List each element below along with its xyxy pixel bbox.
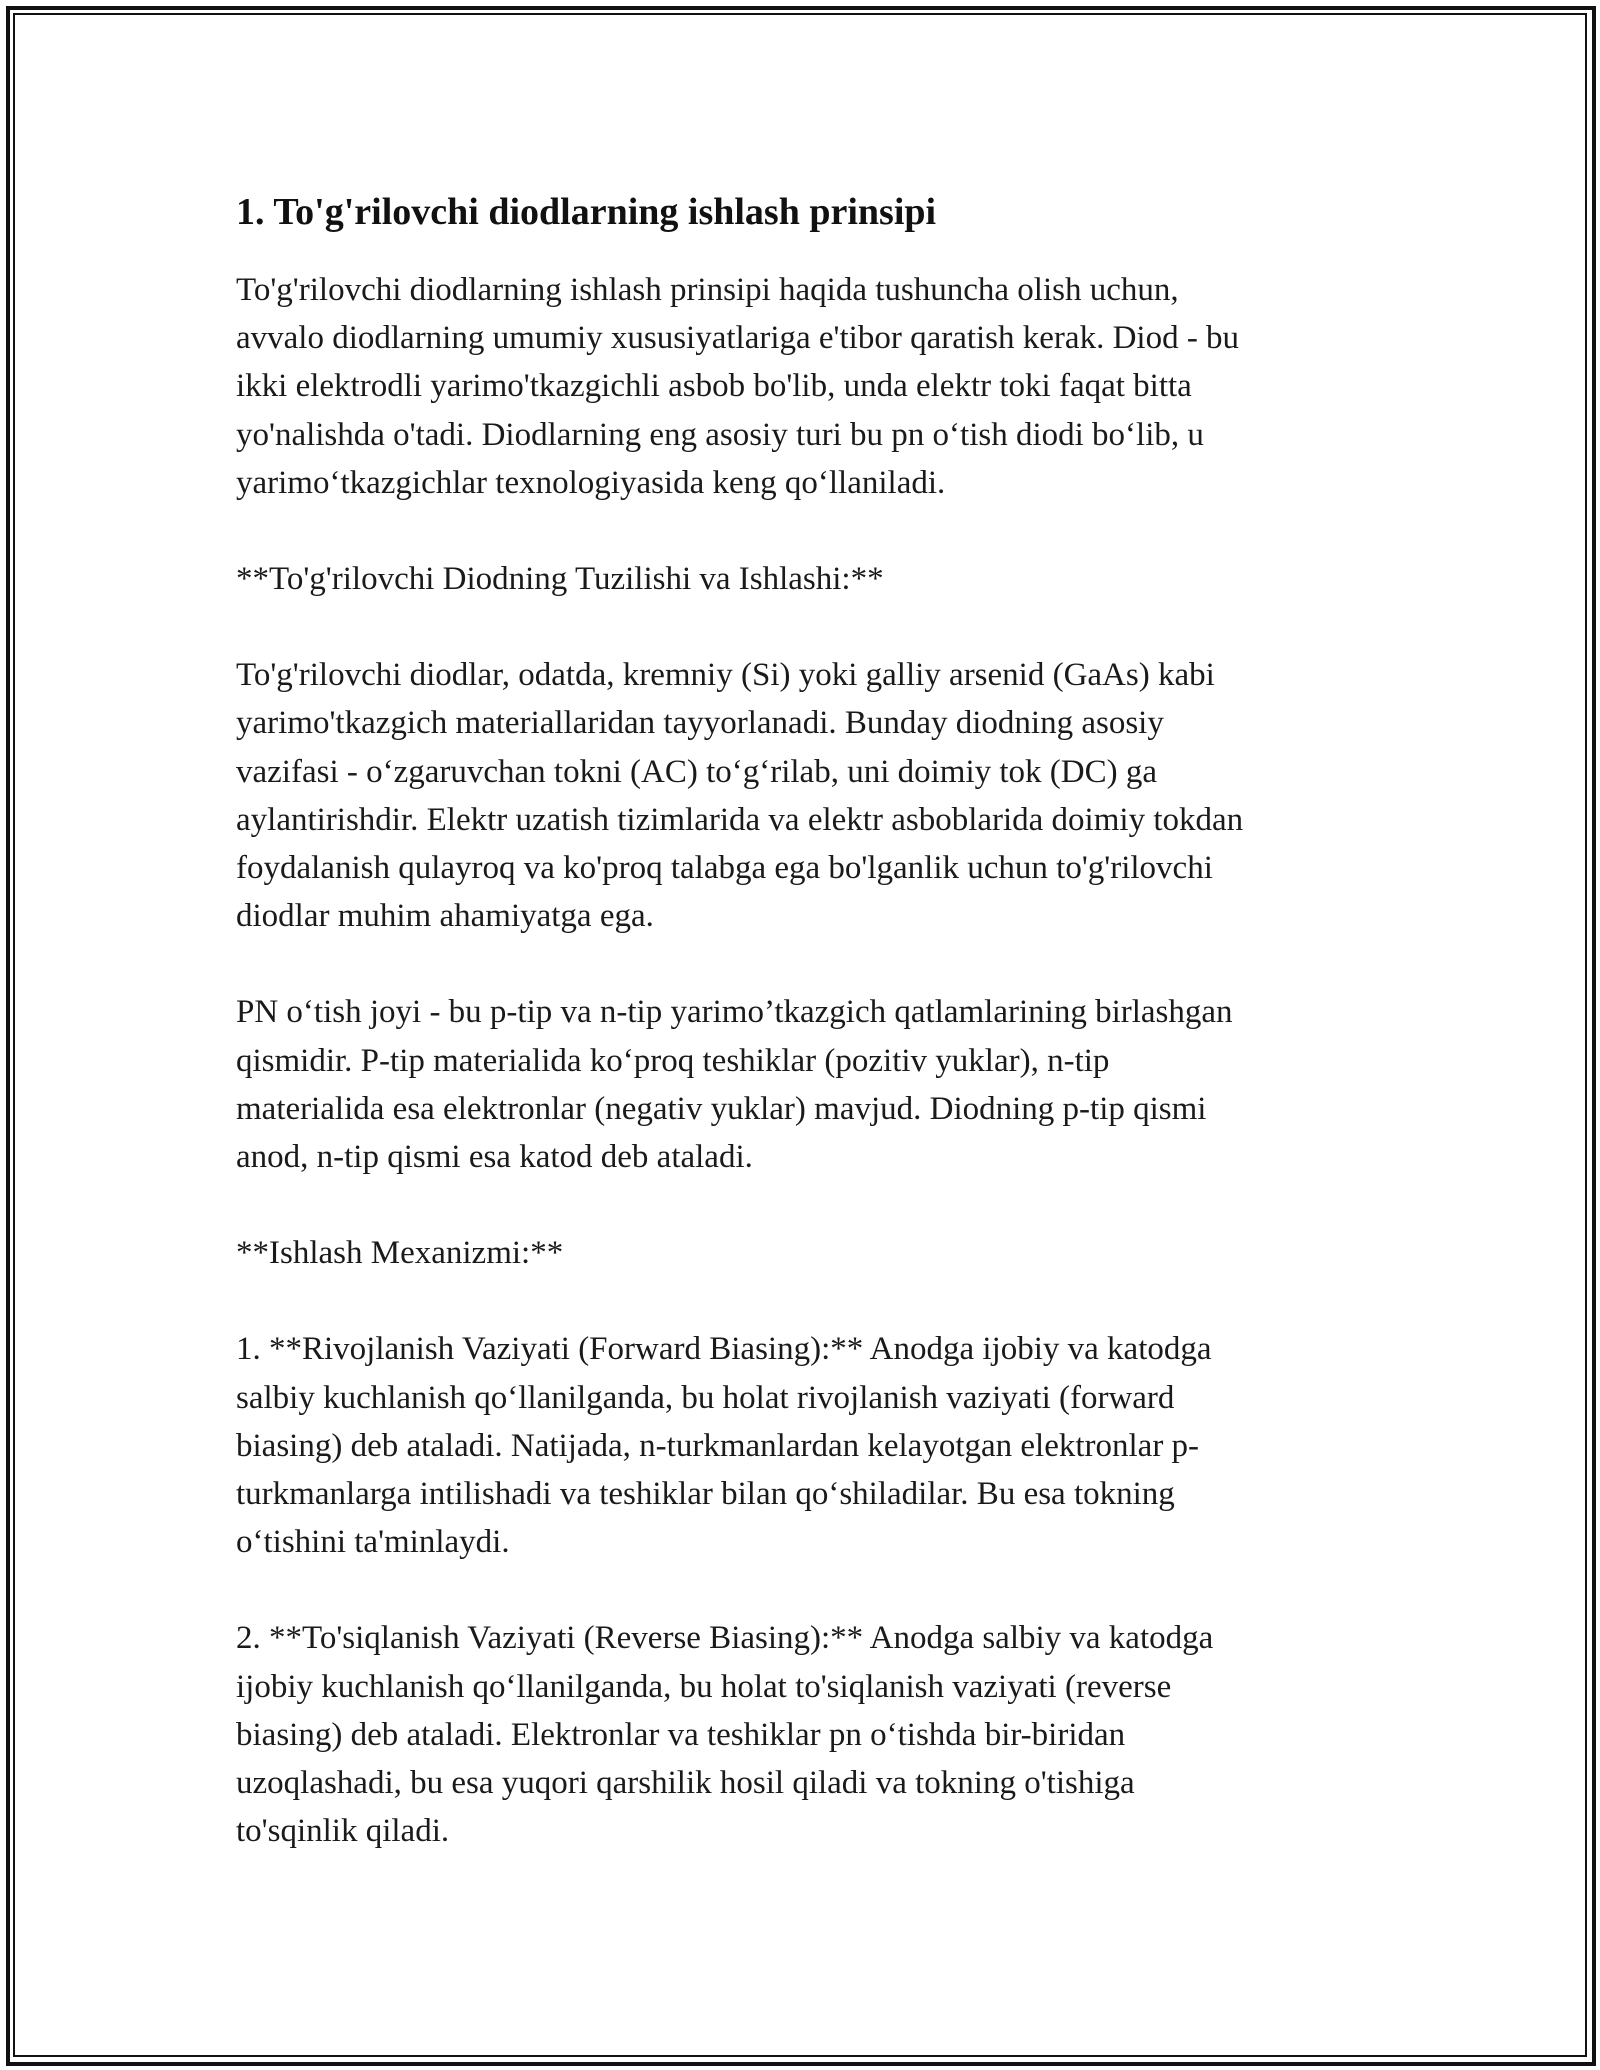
list-item-reverse-biasing: 2. **To'siqlanish Vaziyati (Reverse Biasing):** Anodga salbiy va katodga ijobiy kuchlanish qo‘llanilganda, bu holat to'siqlanish vaziyati (reverse biasing) deb ataladi. Elektronlar va teshiklar pn o‘tishda bir-biridan uzoqlashadi, bu esa yuqori qarshilik hosil qiladi va tokning o'tishiga to'sqinlik qiladi.	[236, 1620, 1214, 1850]
list-item-forward-biasing: 1. **Rivojlanish Vaziyati (Forward Biasing):** Anodga ijobiy va katodga salbiy kuchlanish qo‘llanilganda, bu holat rivojlanish vaziyati (forward biasing) deb ataladi. Natijada, n-turkmanlardan kelayotgan elektronlar p- turkmanlarga intilishadi va teshiklar bilan qo‘shiladilar. Bu esa tokning o‘tishini ta'minlaydi.	[236, 1331, 1212, 1561]
section-heading-mechanism: **Ishlash Mexanizmi:**	[236, 1235, 564, 1272]
document-body	[236, 188, 1366, 1903]
section-heading-structure: **To'g'rilovchi Diodning Tuzilishi va Ishlashi:**	[236, 561, 884, 598]
paragraph-materials: To'g'rilovchi diodlar, odatda, kremniy (Si) yoki galliy arsenid (GaAs) kabi yarimo'tkazgich materiallaridan tayyorlanadi. Bunday diodning asosiy vazifasi - o‘zgaruvchan tokni (AC) to‘g‘rilab, uni doimiy tok (DC) ga aylantirishdir. Elektr uzatish tizimlarida va elektr asboblarida doimiy tokdan foydalanish qulayroq va ko'proq talabga ega bo'lganlik uchun to'g'rilovchi diodlar muhim ahamiyatga ega.	[236, 657, 1244, 935]
document-title: 1. To'g'rilovchi diodlarning ishlash prinsipi	[236, 191, 937, 233]
paragraph-pn-junction: PN o‘tish joyi - bu p-tip va n-tip yarimo’tkazgich qatlamlarining birlashgan qismidir. P-tip materialida ko‘proq teshiklar (pozitiv yuklar), n-tip materialida esa elektronlar (negativ yuklar) mavjud. Diodning p-tip qismi anod, n-tip qismi esa katod deb ataladi.	[236, 994, 1233, 1176]
paragraph-intro: To'g'rilovchi diodlarning ishlash prinsipi haqida tushuncha olish uchun, avvalo diodlarning umumiy xususiyatlariga e'tibor qaratish kerak. Diod - bu ikki elektrodli yarimo'tkazgichli asbob bo'lib, unda elektr toki faqat bitta yo'nalishda o'tadi. Diodlarning eng asosiy turi bu pn o‘tish diodi bo‘lib, u yarimo‘tkazgichlar texnologiyasida keng qo‘llaniladi.	[236, 272, 1240, 501]
